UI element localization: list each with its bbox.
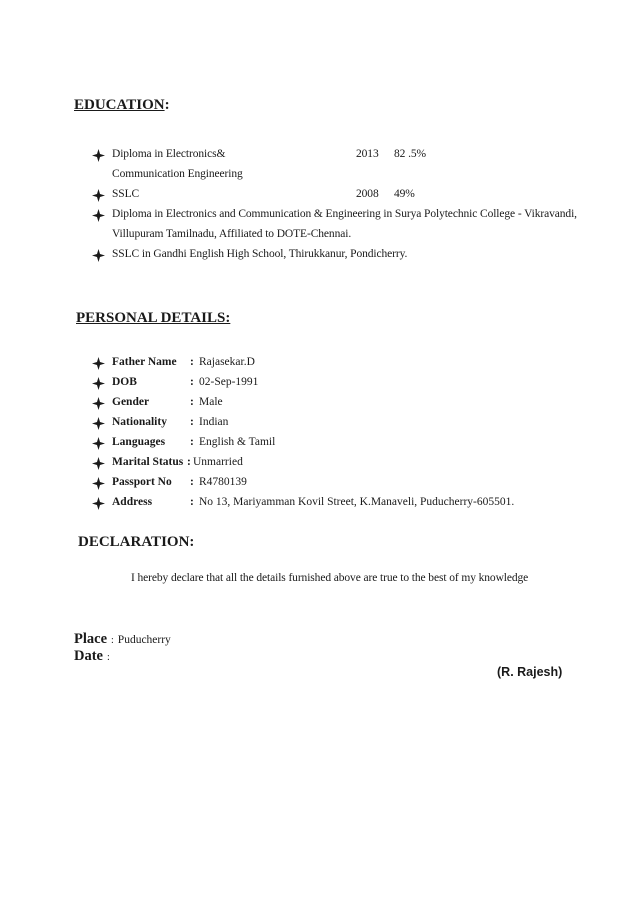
education-heading-colon: : (164, 97, 170, 113)
father-name-value: Rajasekar.D (199, 356, 255, 368)
nationality-sep: : (190, 416, 194, 428)
diamond-bullet-icon (92, 397, 105, 410)
education-row-1-title-cont: Communication Engineering (112, 168, 243, 180)
education-detail-2: SSLC in Gandhi English High School, Thirukkanur, Pondicherry. (112, 248, 408, 260)
nationality-label: Nationality (112, 416, 167, 428)
diamond-bullet-icon (92, 357, 105, 370)
marital-status-value: Unmarried (193, 456, 243, 468)
dob-value: 02-Sep-1991 (199, 376, 259, 388)
dob-label: DOB (112, 376, 137, 388)
declaration-heading: DECLARATION: (78, 534, 195, 550)
place-line (74, 630, 171, 648)
passport-no-sep: : (190, 476, 194, 488)
address-label: Address (112, 496, 153, 508)
dob-sep: : (190, 376, 194, 388)
languages-label: Languages (112, 436, 166, 448)
passport-no-label: Passport No (112, 476, 172, 488)
place-value: Puducherry (117, 634, 171, 646)
nationality-value: Indian (199, 416, 229, 428)
date-label: Date (74, 648, 103, 664)
signature-name: (R. Rajesh) (497, 665, 563, 679)
address-value: No 13, Mariyamman Kovil Street, K.Manaveli, Puducherry-605501. (199, 496, 515, 508)
diamond-bullet-icon (92, 249, 105, 262)
place-sep: : (111, 635, 114, 646)
education-row-2-score: 49% (394, 188, 415, 200)
languages-value: English & Tamil (199, 436, 276, 448)
diamond-bullet-icon (92, 437, 105, 450)
marital-status-sep: : (187, 456, 191, 468)
father-name-label: Father Name (112, 356, 177, 368)
date-sep: : (107, 652, 110, 663)
place-label: Place (74, 631, 108, 647)
gender-sep: : (190, 396, 194, 408)
education-heading (74, 97, 170, 114)
diamond-bullet-icon (92, 189, 105, 202)
education-row-1-year: 2013 (356, 148, 379, 160)
passport-no-value: R4780139 (199, 476, 247, 488)
father-name-sep: : (190, 356, 194, 368)
education-detail-1-cont: Villupuram Tamilnadu, Affiliated to DOTE-Chennai. (112, 228, 352, 240)
diamond-bullet-icon (92, 377, 105, 390)
diamond-bullet-icon (92, 477, 105, 490)
address-sep: : (190, 496, 194, 508)
gender-label: Gender (112, 396, 150, 408)
diamond-bullet-icon (92, 417, 105, 430)
diamond-bullet-icon (92, 497, 105, 510)
education-row-2-year: 2008 (356, 188, 379, 200)
education-row-1-score: 82 .5% (394, 148, 426, 160)
marital-status-label: Marital Status (112, 456, 184, 468)
education-detail-1: Diploma in Electronics and Communication & Engineering in Surya Polytechnic College - Vikravandi, (112, 208, 577, 220)
education-row-1-title: Diploma in Electronics& (112, 148, 226, 160)
gender-value: Male (199, 396, 223, 408)
date-line (74, 647, 110, 665)
education-row-2-title: SSLC (112, 188, 140, 200)
languages-sep: : (190, 436, 194, 448)
personal-details-heading: PERSONAL DETAILS: (76, 310, 231, 326)
diamond-bullet-icon (92, 209, 105, 222)
declaration-text: I hereby declare that all the details furnished above are true to the best of my knowledge (131, 572, 529, 584)
diamond-bullet-icon (92, 457, 105, 470)
education-heading-text: EDUCATION (74, 97, 165, 113)
diamond-bullet-icon (92, 149, 105, 162)
